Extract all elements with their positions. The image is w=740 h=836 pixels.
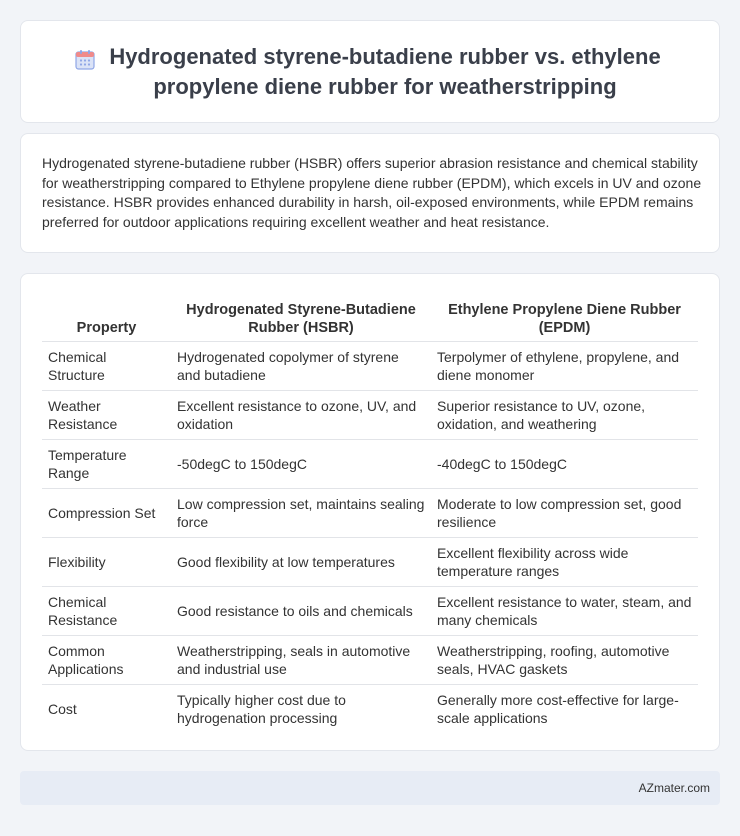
summary-text: Hydrogenated styrene-butadiene rubber (HSBR) offers superior abrasion resistance and chemical stability for weatherstripping compared to Ethylene propylene diene rubber (EPDM), which excels in UV and ozone resistance. HSBR provides enhanced durability in harsh, oil-exposed environments, while EPDM remains preferred for outdoor applications requiring excellent weather and heat resistance. [42,155,702,230]
title-card [20,20,720,123]
table-row [42,488,698,537]
title-wrap [21,21,719,122]
footer-brand[interactable]: AZmater.com [638,781,710,795]
cell-epdm: Excellent flexibility across wide temperature ranges [431,537,698,586]
page-title: Hydrogenated styrene-butadiene rubber vs. ethylene propylene diene rubber for weatherstripping [109,43,661,99]
cell-property: Cost [42,684,171,733]
cell-property: Compression Set [42,488,171,537]
cell-hsbr: Typically higher cost due to hydrogenation processing [171,684,431,733]
cell-hsbr: Hydrogenated copolymer of styrene and butadiene [171,341,431,390]
cell-property: Flexibility [42,537,171,586]
summary-card [20,133,720,253]
cell-hsbr: Good flexibility at low temperatures [171,537,431,586]
table-row [42,341,698,390]
table-card [20,273,720,751]
table-row [42,537,698,586]
cell-property: Common Applications [42,635,171,684]
cell-hsbr: Good resistance to oils and chemicals [171,586,431,635]
table-row [42,390,698,439]
cell-property: Temperature Range [42,439,171,488]
header-epdm: Ethylene Propylene Diene Rubber (EPDM) [448,301,681,336]
cell-hsbr: Low compression set, maintains sealing force [171,488,431,537]
table-row [42,439,698,488]
cell-epdm: -40degC to 150degC [431,439,698,488]
cell-property: Chemical Resistance [42,586,171,635]
cell-hsbr: Excellent resistance to ozone, UV, and oxidation [171,390,431,439]
cell-epdm: Weatherstripping, roofing, automotive seals, HVAC gaskets [431,635,698,684]
cell-hsbr: -50degC to 150degC [171,439,431,488]
comparison-table [42,295,698,733]
cell-epdm: Excellent resistance to water, steam, and many chemicals [431,586,698,635]
cell-property: Weather Resistance [42,390,171,439]
table-row [42,635,698,684]
cell-epdm: Terpolymer of ethylene, propylene, and diene monomer [431,341,698,390]
cell-epdm: Generally more cost-effective for large-scale applications [431,684,698,733]
cell-epdm: Moderate to low compression set, good resilience [431,488,698,537]
table-header-row [42,295,698,341]
footer [20,771,720,805]
cell-epdm: Superior resistance to UV, ozone, oxidation, and weathering [431,390,698,439]
table-row [42,684,698,733]
cell-hsbr: Weatherstripping, seals in automotive and industrial use [171,635,431,684]
header-property: Property [76,319,137,336]
cell-property: Chemical Structure [42,341,171,390]
table-row [42,586,698,635]
header-hsbr: Hydrogenated Styrene-Butadiene Rubber (HSBR) [186,301,416,336]
